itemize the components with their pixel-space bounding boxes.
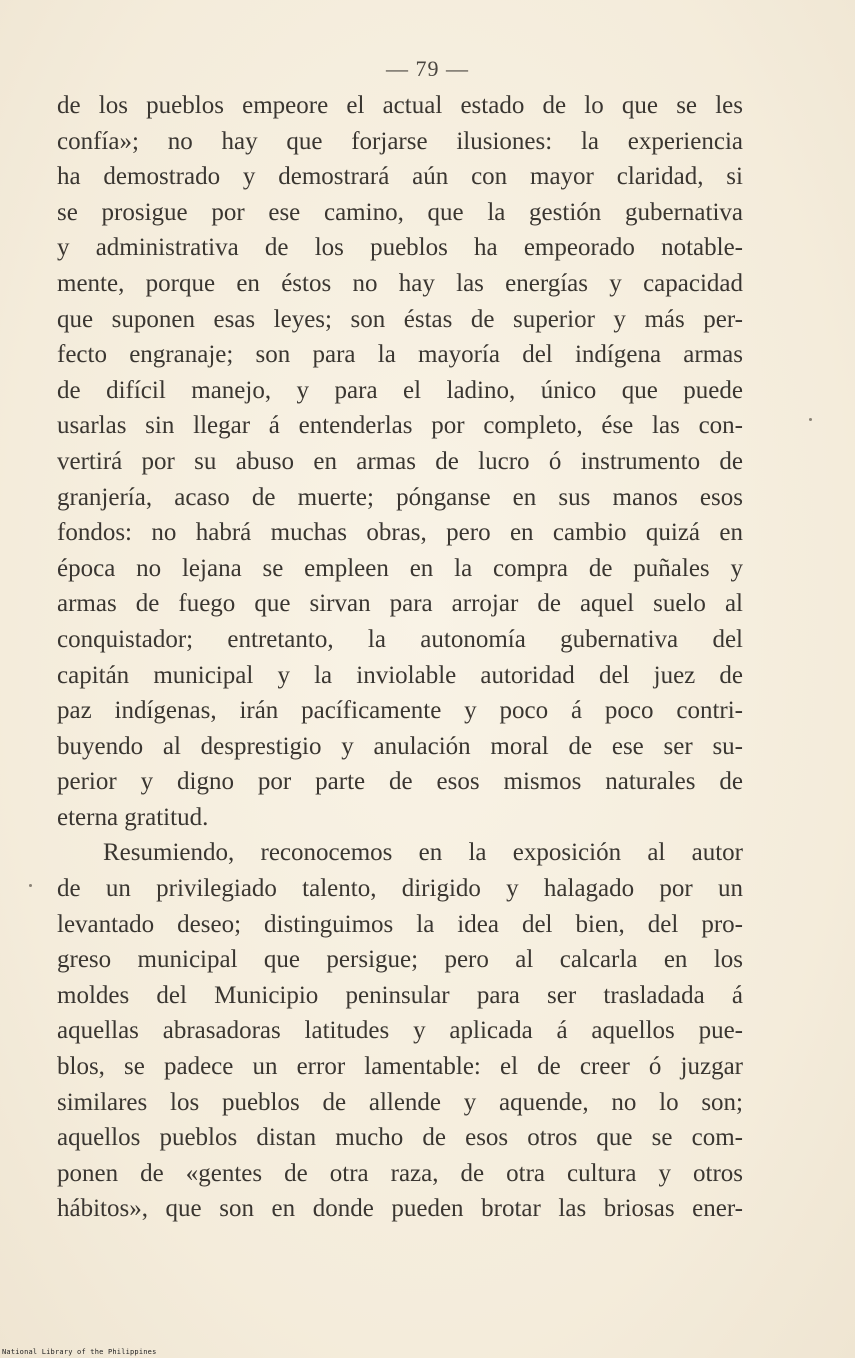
- text-line: aquellos pueblos distan mucho de esos otros que se com-: [57, 1124, 743, 1152]
- text-line: se prosigue por ese camino, que la gestión gubernativa: [57, 198, 743, 226]
- paragraph-end-line: eterna gratitud.: [57, 803, 209, 831]
- text-line: moldes del Municipio peninsular para ser trasladada á: [57, 981, 743, 1009]
- text-line: que suponen esas leyes; son éstas de superior y más per-: [57, 305, 743, 333]
- text-line: vertirá por su abuso en armas de lucro ó instrumento de: [57, 447, 743, 475]
- text-line: de los pueblos empeore el actual estado de lo que se les: [57, 92, 743, 119]
- text-line: usarlas sin llegar á entenderlas por completo, ése las con-: [57, 412, 743, 440]
- text-line: ha demostrado y demostrará aún con mayor claridad, si: [57, 163, 743, 191]
- text-line: fondos: no habrá muchas obras, pero en cambio quizá en: [57, 519, 743, 547]
- text-line: capitán municipal y la inviolable autoridad del juez de: [57, 661, 743, 689]
- text-line: mente, porque en éstos no hay las energías y capacidad: [57, 269, 743, 297]
- text-line: y administrativa de los pueblos ha empeorado notable-: [57, 234, 743, 262]
- text-line: blos, se padece un error lamentable: el de creer ó juzgar: [57, 1053, 743, 1081]
- text-line: ponen de «gentes de otra raza, de otra cultura y otros: [57, 1159, 743, 1187]
- text-line: armas de fuego que sirvan para arrojar de aquel suelo al: [57, 590, 743, 618]
- footer-credit: National Library of the Philippines: [2, 1348, 157, 1356]
- paragraph-start-line: Resumiendo, reconocemos en la exposición al autor: [103, 839, 743, 867]
- text-line: levantado deseo; distinguimos la idea del bien, del pro-: [57, 910, 743, 938]
- text-line: similares los pueblos de allende y aquende, no lo son;: [57, 1088, 743, 1116]
- text-line: buyendo al desprestigio y anulación moral de ese ser su-: [57, 732, 743, 760]
- page-number: — 79 —: [386, 56, 469, 81]
- text-line: aquellas abrasadoras latitudes y aplicada á aquellos pue-: [57, 1017, 743, 1045]
- text-line: de un privilegiado talento, dirigido y halagado por un: [57, 875, 743, 903]
- text-line: hábitos», que son en donde pueden brotar las briosas ener-: [57, 1195, 743, 1223]
- text-line: confía»; no hay que forjarse ilusiones: la experiencia: [57, 127, 743, 155]
- text-line: de difícil manejo, y para el ladino, único que puede: [57, 376, 743, 404]
- text-line: granjería, acaso de muerte; pónganse en sus manos esos: [57, 483, 743, 511]
- text-line: conquistador; entretanto, la autonomía gubernativa del: [57, 625, 743, 653]
- body-text: [57, 88, 743, 1227]
- text-line: fecto engranaje; son para la mayoría del indígena armas: [57, 341, 743, 369]
- paper-speck: [809, 418, 812, 421]
- text-line: paz indígenas, irán pacíficamente y poco á poco contri-: [57, 697, 743, 725]
- text-line: greso municipal que persigue; pero al calcarla en los: [57, 946, 743, 974]
- text-line: perior y digno por parte de esos mismos naturales de: [57, 768, 743, 796]
- paper-speck: [29, 884, 32, 887]
- text-line: época no lejana se empleen en la compra de puñales y: [57, 554, 743, 582]
